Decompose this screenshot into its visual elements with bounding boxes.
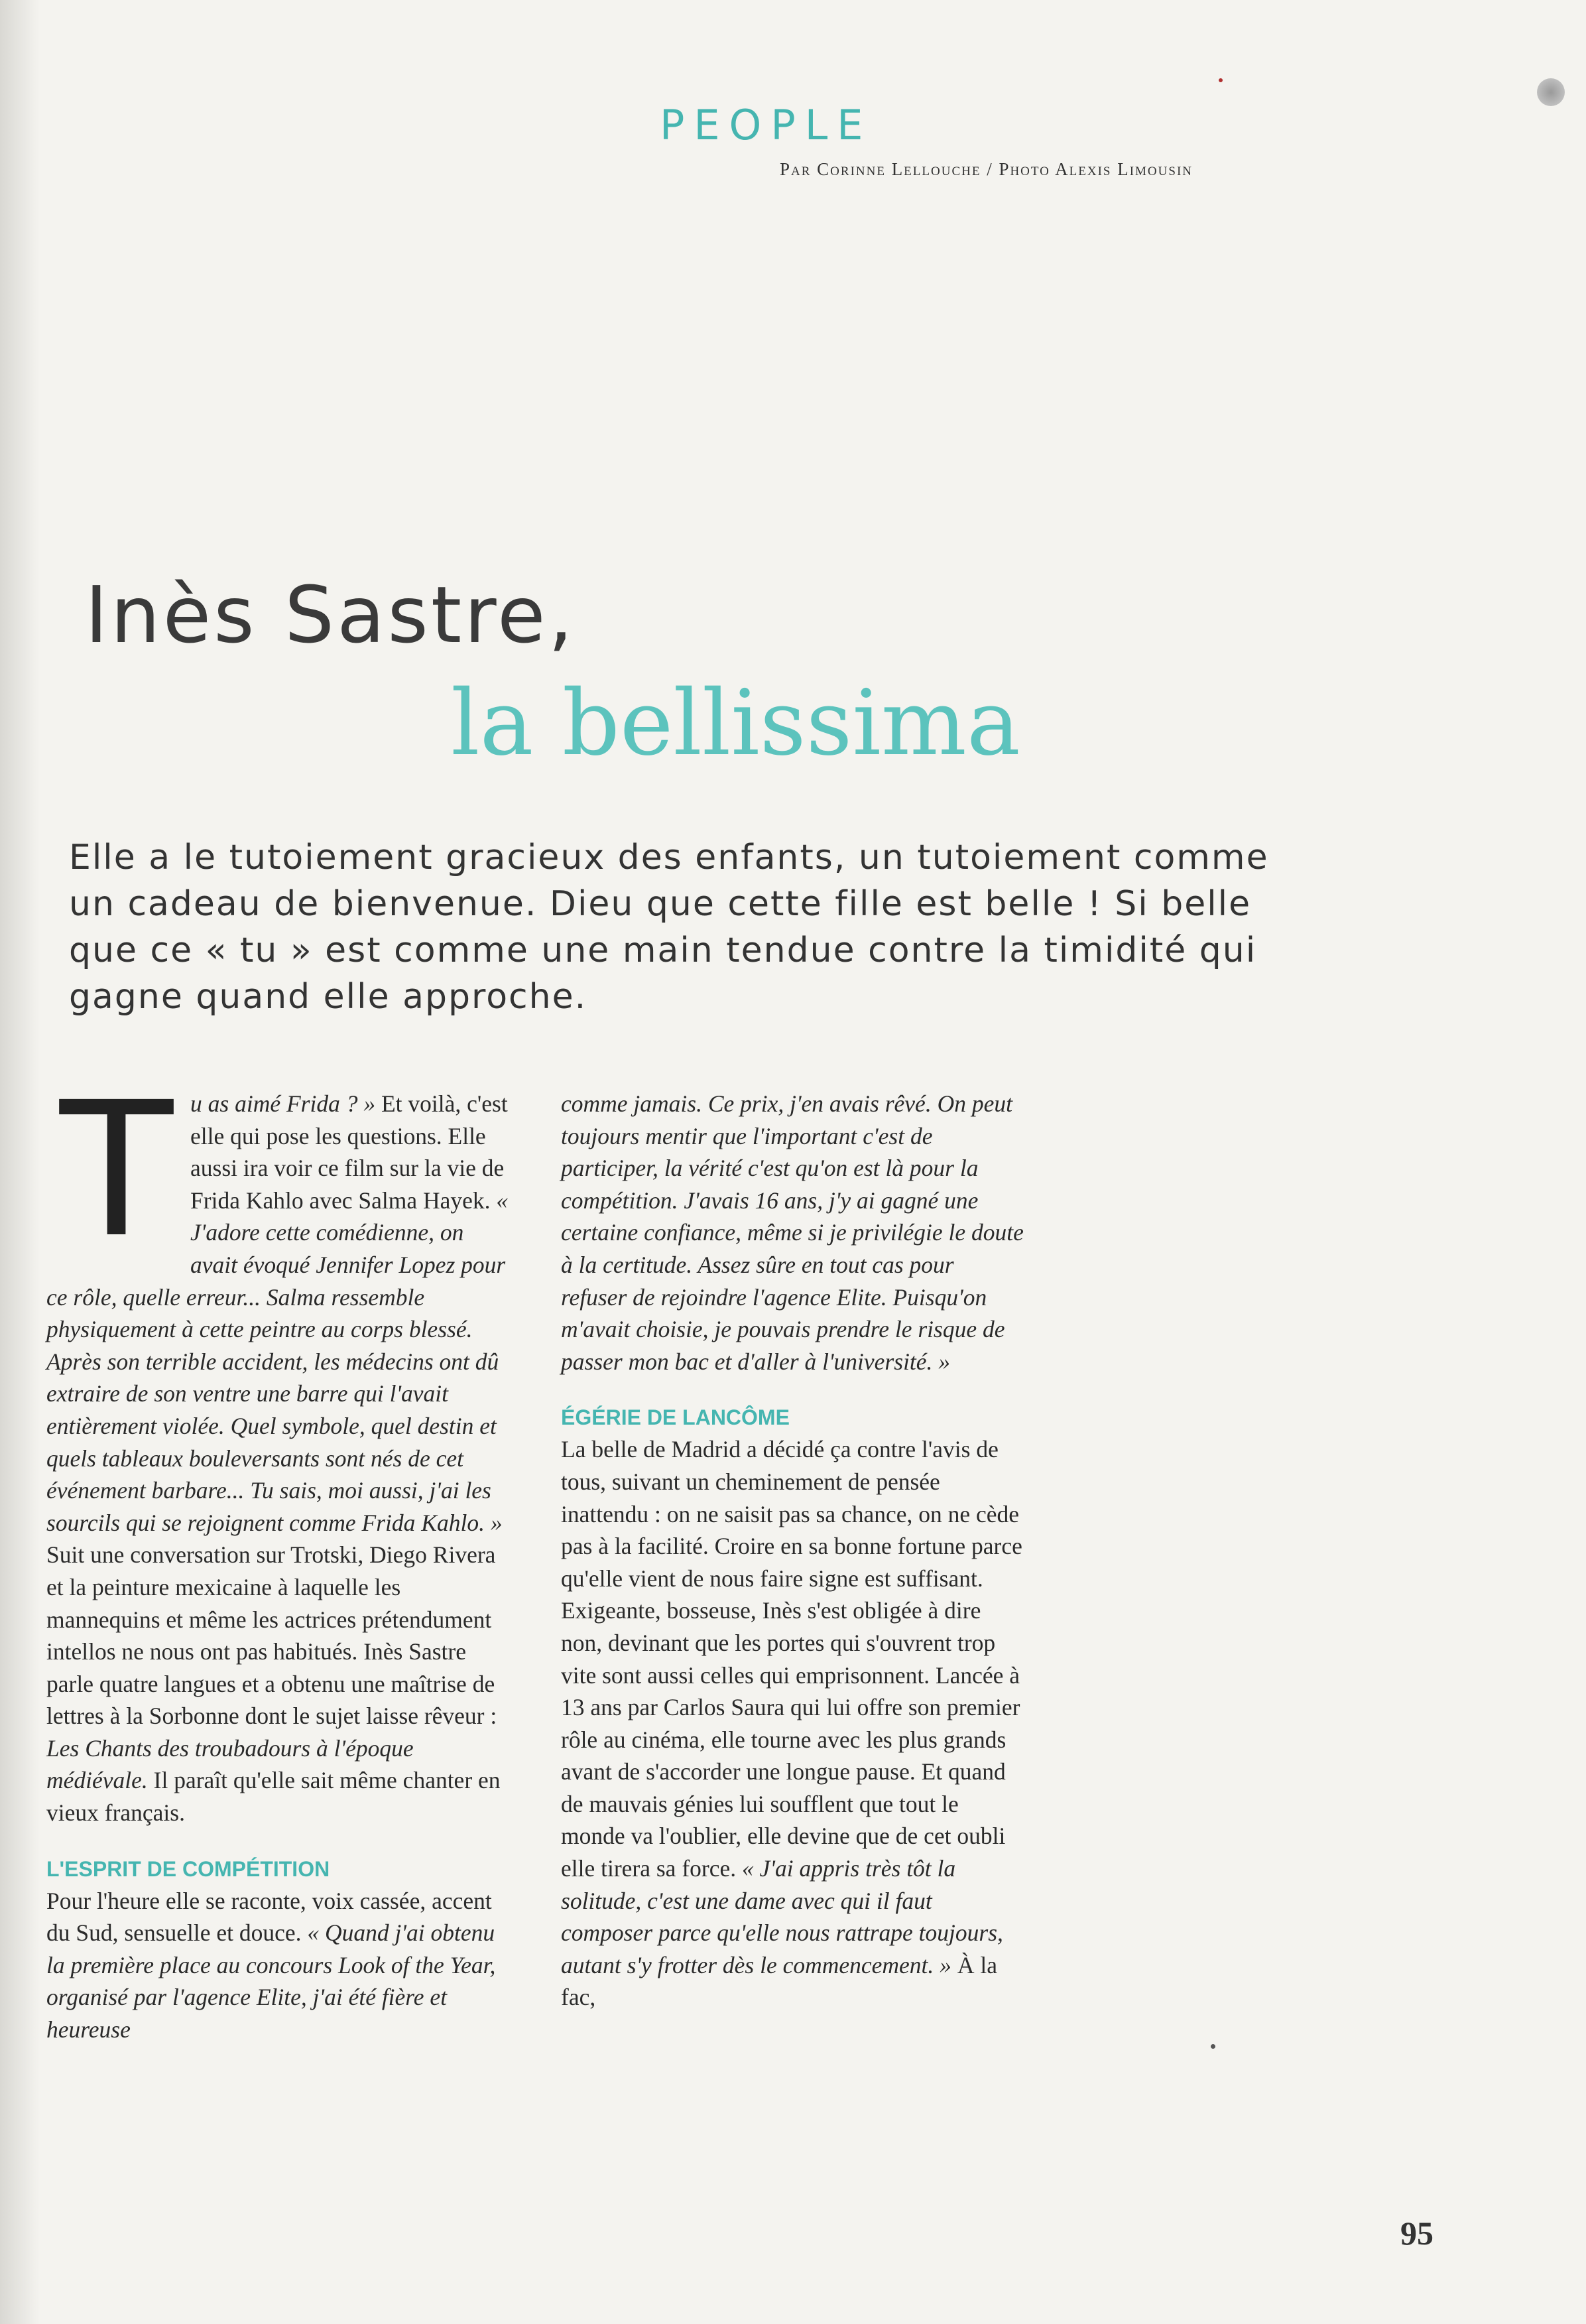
body-text: La belle de Madrid a décidé ça contre l'avis de tous, suivant un cheminement de pensée inattendu : on ne saisit pas sa chance, on ne cède pas à la facilité. Croire en sa bonne fortune parce qu'elle vient de nous faire signe est suffisant. Exigeante, bosseuse, Inès s'est obligée à dire non, devinant que les portes qui s'ouvrent trop vite sont aussi celles qui emprisonnent. Lancée à 13 ans par Carlos Saura qui lui offre son premier rôle au cinéma, elle tourne avec les plus grands avant de s'accorder une longue pause. Et quand de mauvais génies lui soufflent que tout le monde va l'oublier, elle devine que de cet oubli elle tirera sa force. bbox=[561, 1436, 1022, 1882]
paragraph bbox=[561, 1088, 1025, 1378]
paragraph bbox=[46, 1885, 511, 2046]
dust-speck bbox=[1211, 2044, 1215, 2049]
byline: Par Corinne Lellouche / Photo Alexis Limousin bbox=[780, 159, 1193, 179]
body-text: Suit une conversation sur Trotski, Diego Rivera et la peinture mexicaine à laquelle les mannequins et même les actrices prétendument intellos ne nous ont pas habitués. Inès Sastre parle quatre langues et a obtenu une maîtrise de lettres à la Sorbonne dont le sujet laisse rêveur : bbox=[46, 1541, 497, 1730]
standfirst: Elle a le tutoiement gracieux des enfants, un tutoiement comme un cadeau de bienvenue. Dieu que cette fille est belle ! Si belle que ce « tu » est comme une main tendue contre la timidité qui gagne quand elle approche. bbox=[69, 838, 1269, 1017]
page-gutter-shadow bbox=[0, 0, 40, 2324]
body-text: À la fac, bbox=[561, 1951, 997, 2011]
quote-text: « J'ai appris très tôt la solitude, c'est une dame avec qui il faut composer parce qu'elle nous rattrape toujours, autant s'y frotter dès le commencement. » bbox=[561, 1855, 1003, 1978]
subheading: ÉGÉRIE DE LANCÔME bbox=[561, 1405, 790, 1430]
dust-speck bbox=[1219, 78, 1223, 82]
quote-text: « Quand j'ai obtenu la première place au concours Look of the Year, organisé par l'agence Elite, j'ai été fière et heureuse bbox=[46, 1919, 496, 2043]
body-text: Et voilà, c'est elle qui pose les questions. Elle aussi ira voir ce film sur la vie de Frida Kahlo avec Salma Hayek. bbox=[190, 1090, 508, 1214]
paragraph bbox=[561, 1433, 1025, 2014]
body-text: Pour l'heure elle se raconte, voix cassée, accent du Sud, sensuelle et douce. bbox=[46, 1887, 492, 1947]
article-column-1 bbox=[46, 1063, 511, 2046]
quote-text: « J'adore cette comédienne, on avait évoqué Jennifer Lopez pour ce rôle, quelle erreur... Salma ressemble physiquement à cette peintre au corps blessé. Après son terrible accident, les médecins ont dû extraire de son ventre une barre qui l'avait entièrement violée. Quel symbole, quel destin et quels tableaux bouleversants sont nés de cet événement barbare... Tu sais, moi aussi, j'ai les sourcils qui se rejoignent comme Frida Kahlo. » bbox=[46, 1187, 509, 1536]
staple-mark bbox=[1537, 78, 1565, 106]
article-column-2 bbox=[561, 1088, 1025, 2014]
drop-cap: T bbox=[60, 1063, 174, 1279]
quote-text: u as aimé Frida ? » bbox=[190, 1090, 376, 1117]
headline-line-1: Inès Sastre, bbox=[85, 569, 576, 661]
thesis-title: Les Chants des troubadours à l'époque médiévale. bbox=[46, 1734, 414, 1794]
headline-line-2: la bellissima bbox=[451, 671, 1020, 776]
paragraph bbox=[46, 1063, 511, 1829]
page-number: 95 bbox=[1400, 2215, 1433, 2252]
subheading: L'ESPRIT DE COMPÉTITION bbox=[46, 1856, 330, 1881]
quote-text: comme jamais. Ce prix, j'en avais rêvé. On peut toujours mentir que l'important c'est de participer, la vérité c'est qu'on est là pour la compétition. J'avais 16 ans, j'y ai gagné une certaine confiance, même si je privilégie le doute à la certitude. Assez sûre en tout cas pour refuser de rejoindre l'agence Elite. Puisqu'on m'avait choisie, je pouvais prendre le risque de passer mon bac et d'aller à l'université. » bbox=[561, 1090, 1024, 1375]
body-text: Il paraît qu'elle sait même chanter en vieux français. bbox=[46, 1767, 501, 1827]
section-tag: PEOPLE bbox=[660, 101, 873, 149]
